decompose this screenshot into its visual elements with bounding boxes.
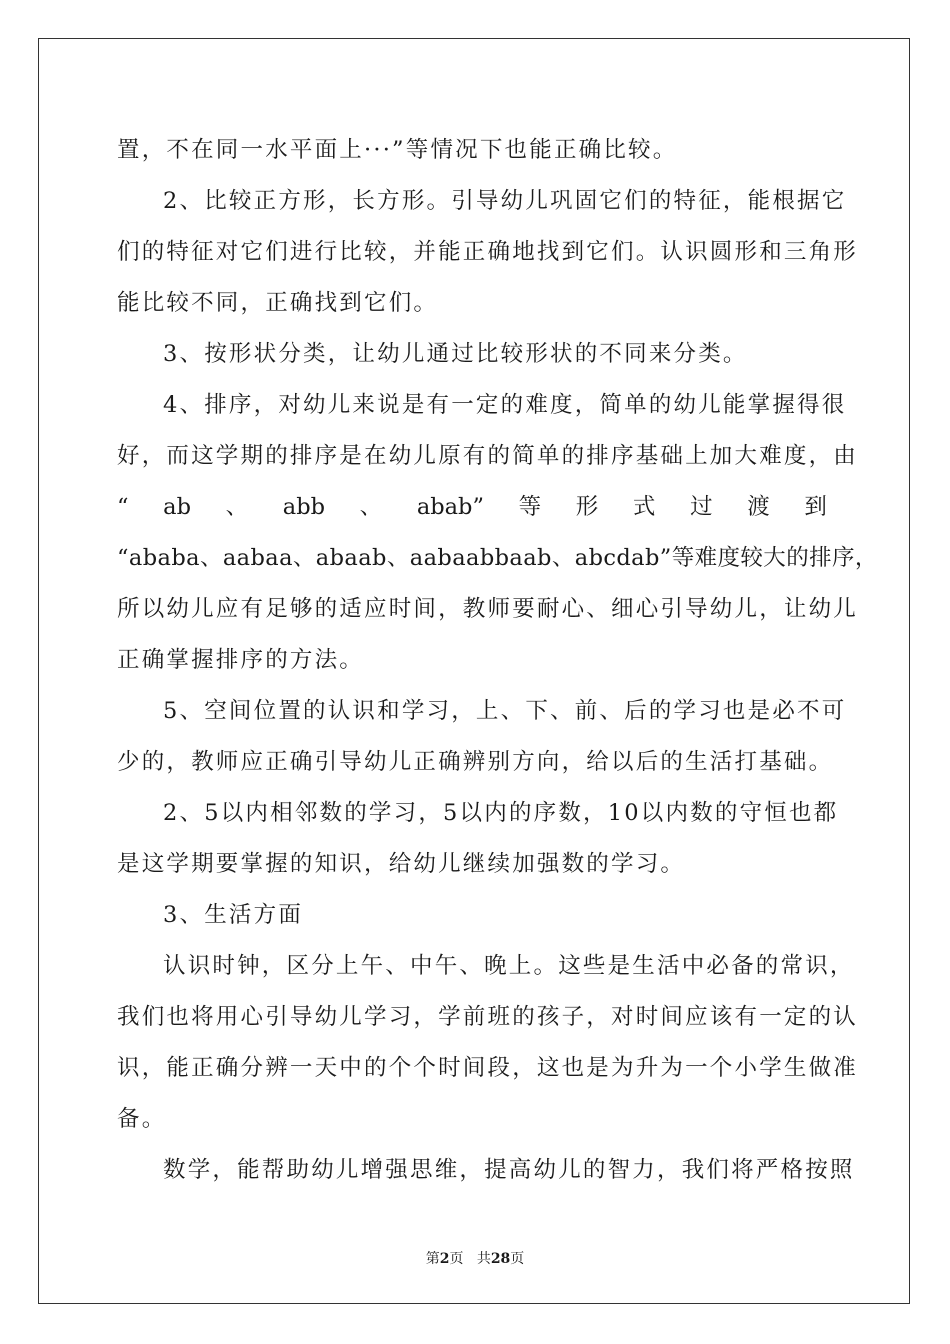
- text-line: 数学，能帮助幼儿增强思维，提高幼儿的智力，我们将严格按照: [163, 1157, 855, 1183]
- text-line: 4、排序，对幼儿来说是有一定的难度，简单的幼儿能掌握得很: [163, 392, 847, 418]
- text-line: 所以幼儿应有足够的适应时间，教师要耐心、细心引导幼儿，让幼儿: [117, 596, 859, 622]
- text-line: 2、比较正方形，长方形。引导幼儿巩固它们的特征，能根据它: [163, 188, 847, 214]
- page-number: 2: [439, 1251, 450, 1267]
- text-fragment: 、: [225, 494, 249, 520]
- text-line: 2、5以内相邻数的学习，5以内的序数，10以内数的守恒也都: [163, 800, 839, 826]
- text-line: 置，不在同一水平面上···”等情况下也能正确比较。: [117, 137, 678, 163]
- text-line: 能比较不同，正确找到它们。: [117, 290, 439, 316]
- text-line: 们的特征对它们进行比较，并能正确地找到它们。认识圆形和三角形: [117, 239, 859, 265]
- text-line: 是这学期要掌握的知识，给幼儿继续加强数的学习。: [117, 851, 686, 877]
- text-fragment: abab”: [416, 494, 484, 520]
- text-fragment: abb: [282, 494, 326, 520]
- text-fragment: 到: [804, 494, 827, 520]
- page-suffix: 页: [449, 1251, 464, 1267]
- total-prefix: 共: [476, 1251, 491, 1267]
- text-fragment: 形: [575, 494, 599, 520]
- text-fragment: 等: [518, 494, 542, 520]
- page-prefix: 第: [425, 1251, 440, 1267]
- text-fragment: 式: [632, 494, 656, 520]
- text-fragment: 渡: [747, 494, 770, 520]
- text-line: 我们也将用心引导幼儿学习，学前班的孩子，对时间应该有一定的认: [117, 1004, 859, 1030]
- text-line: 5、空间位置的认识和学习，上、下、前、后的学习也是必不可: [163, 698, 847, 724]
- text-line: 少的，教师应正确引导幼儿正确辨别方向，给以后的生活打基础。: [117, 749, 834, 775]
- text-line: 3、按形状分类，让幼儿通过比较形状的不同来分类。: [163, 341, 748, 367]
- text-line: 好，而这学期的排序是在幼儿原有的简单的排序基础上加大难度，由: [117, 443, 859, 469]
- text-fragment: “: [117, 494, 129, 520]
- justified-text-line: [117, 485, 833, 536]
- text-line: 备。: [117, 1106, 167, 1132]
- text-line: “ababa、aabaa、abaab、aabaabbaab、abcdab”等难度较大的排序，: [117, 545, 878, 571]
- text-fragment: 过: [690, 494, 713, 520]
- page-footer: [0, 1248, 950, 1268]
- text-line: 3、生活方面: [163, 902, 304, 928]
- text-line: 正确掌握排序的方法。: [117, 647, 365, 673]
- text-fragment: 、: [359, 494, 383, 520]
- text-fragment: ab: [163, 494, 191, 520]
- text-line: 识，能正确分辨一天中的个个时间段，这也是为升为一个小学生做准: [117, 1055, 859, 1081]
- text-line: 认识时钟，区分上午、中午、晚上。这些是生活中必备的常识，: [163, 953, 855, 979]
- total-pages: 28: [490, 1251, 511, 1267]
- total-suffix: 页: [510, 1251, 525, 1267]
- document-body: [117, 128, 878, 1199]
